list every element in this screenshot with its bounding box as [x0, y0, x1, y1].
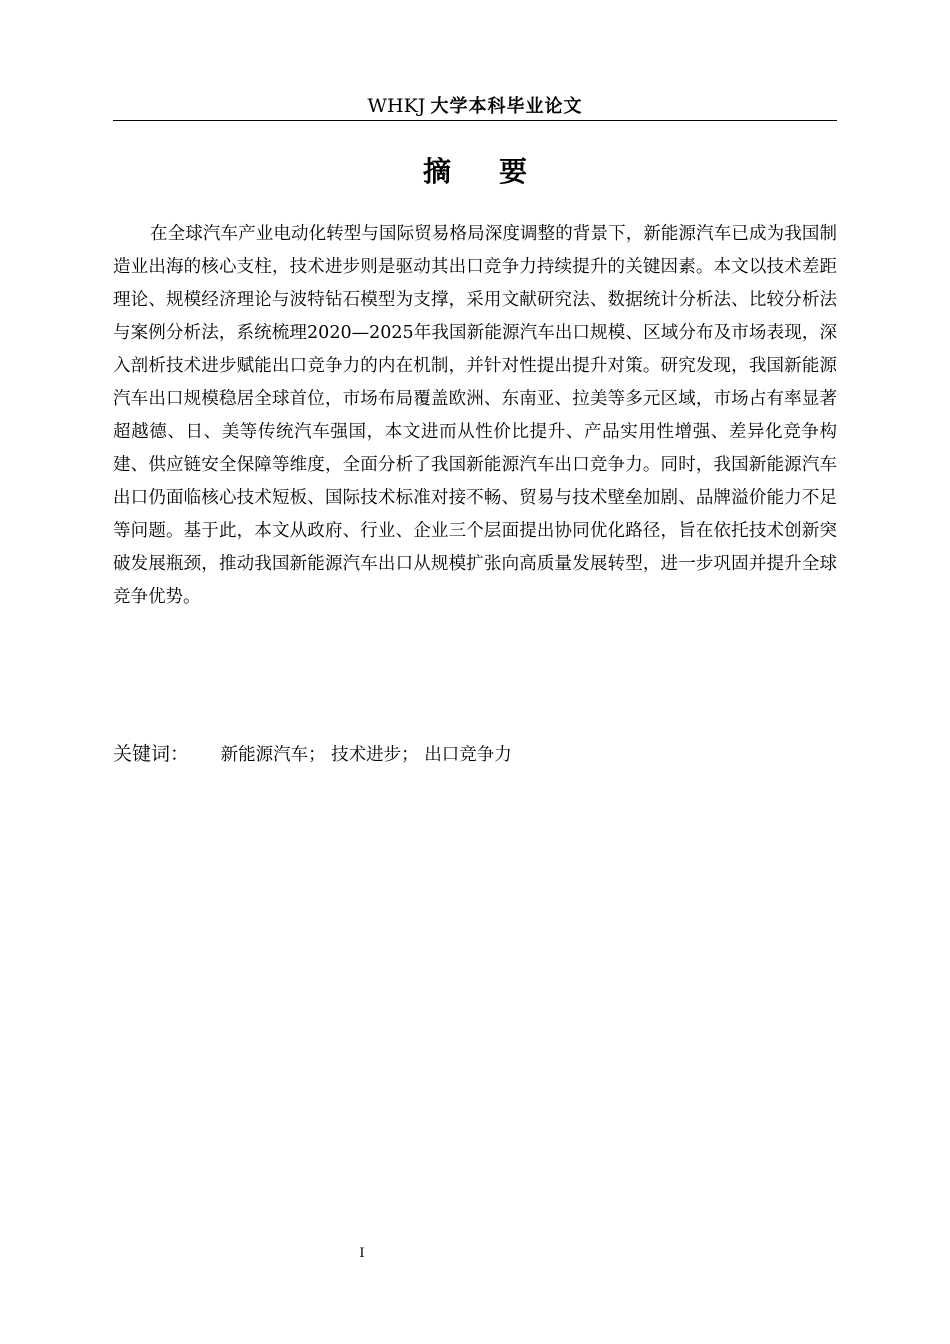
keyword-2: 技术进步； — [331, 745, 419, 765]
keywords-line — [113, 738, 837, 771]
keyword-3: 出口竞争力 — [424, 745, 512, 765]
header-title: 大学本科毕业论文 — [430, 96, 583, 117]
page-number: I — [359, 1246, 365, 1261]
header-prefix: WHKJ — [367, 95, 426, 117]
abstract-title: 摘要 — [422, 155, 575, 188]
keywords-label: 关键词： — [113, 743, 190, 765]
abstract-body: 在全球汽车产业电动化转型与国际贸易格局深度调整的背景下，新能源汽车已成为我国制造业出海的核心支柱，技术进步则是驱动其出口竞争力持续提升的关键因素。本文以技术差距理论、规模经济理论与波特钻石模型为支撑，采用文献研究法、数据统计分析法、比较分析法与案例分析法，系统梳理2020—2025年我国新能源汽车出口规模、区域分布及市场表现，深入剖析技术进步赋能出口竞争力的内在机制，并针对性提出提升对策。研究发现，我国新能源汽车出口规模稳居全球首位，市场布局覆盖欧洲、东南亚、拉美等多元区域，市场占有率显著超越德、日、美等传统汽车强国，本文进而从性价比提升、产品实用性增强、差异化竞争构建、供应链安全保障等维度，全面分析了我国新能源汽车出口竞争力。同时，我国新能源汽车出口仍面临核心技术短板、国际技术标准对接不畅、贸易与技术壁垒加剧、品牌溢价能力不足等问题。基于此，本文从政府、行业、企业三个层面提出协同优化路径，旨在依托技术创新突破发展瓶颈，推动我国新能源汽车出口从规模扩张向高质量发展转型，进一步巩固并提升全球竞争优势。 — [113, 224, 837, 607]
running-header — [113, 92, 837, 121]
keyword-1: 新能源汽车； — [220, 745, 326, 765]
